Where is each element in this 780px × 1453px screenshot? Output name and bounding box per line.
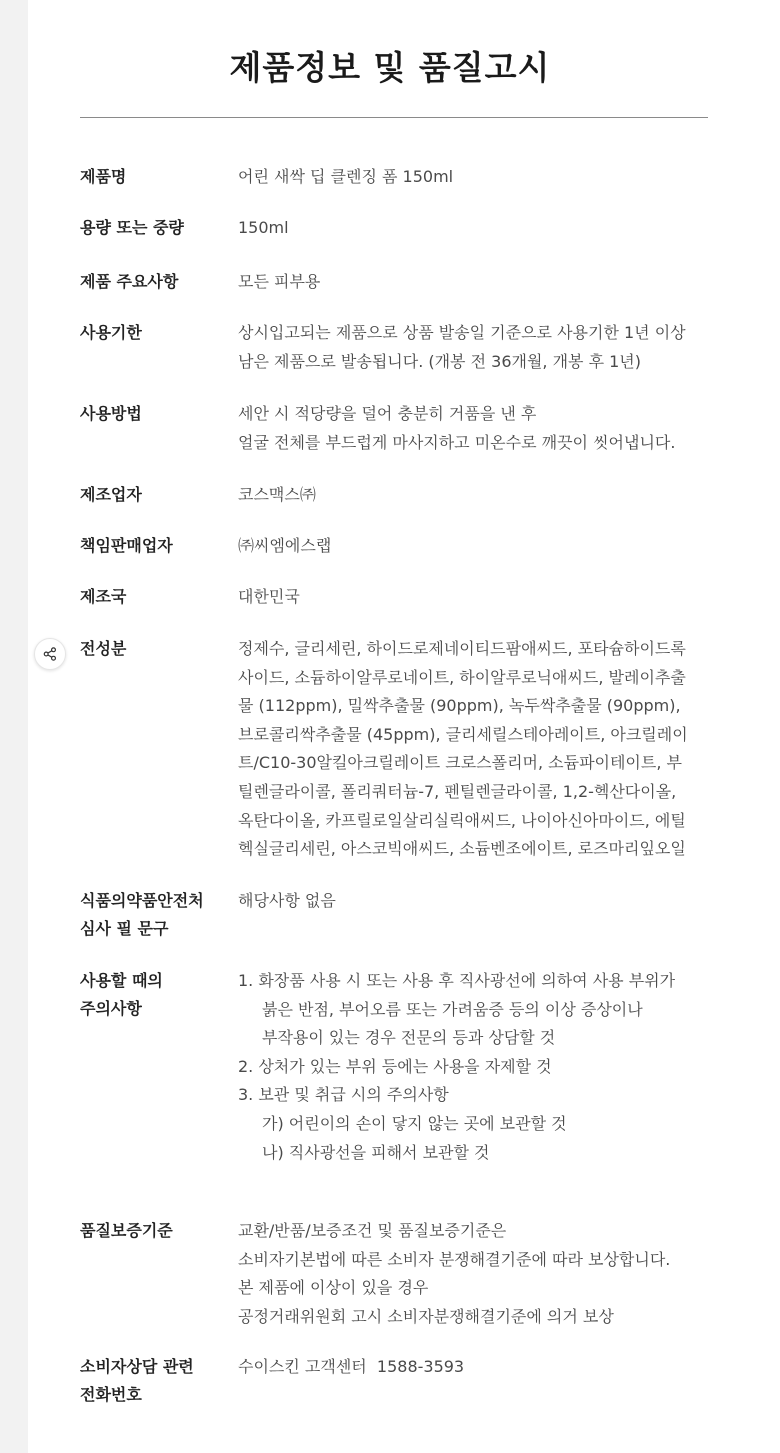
row-value: 교환/반품/보증조건 및 품질보증기준은 소비자기본법에 따른 소비자 분쟁해결기준에 따라 보상합니다. 본 제품에 이상이 있을 경우 공정거래위원회 고시 소비자분쟁해결기준에 의거 보상 — [238, 1221, 671, 1326]
row-value: 코스맥스㈜ — [238, 485, 316, 504]
row-value: 세안 시 적당량을 덜어 충분히 거품을 낸 후 얼굴 전체를 부드럽게 마사지하고 미온수로 깨끗이 씻어냅니다. — [238, 404, 676, 452]
share-button[interactable] — [34, 638, 66, 670]
row-label: 제품 주요사항 — [80, 272, 179, 291]
row-value: 모든 피부용 — [238, 272, 321, 291]
row-value: 150ml — [238, 218, 289, 237]
row-value: 상시입고되는 제품으로 상품 발송일 기준으로 사용기한 1년 이상 남은 제품으로 발송됩니다. (개봉 전 36개월, 개봉 후 1년) — [238, 323, 686, 371]
row-label: 제품명 — [80, 167, 127, 186]
row-value: 정제수, 글리세린, 하이드로제네이티드팜애씨드, 포타슘하이드록 사이드, 소듐하이알루로네이트, 하이알루로닉애씨드, 발레이추출 물 (112ppm), 밀싹추출물 (90ppm), 녹두싹추출물 (90ppm), 브로콜리싹추출물 (45ppm), 글리세릴스테아레이트, 아크릴레이 트/C10-30알킬아크릴레이트 크로스폴리머, 소듐파이테이트, 부 틸렌글라이콜, 폴리쿼터늄-7, 펜틸렌글라이콜, 1,2-헥산다이올, 옥탄다이올, 카프릴로일살리실릭애씨드, 나이아신아마이드, 에틸 헥실글리세린, 아스코빅애씨드, 소듐벤조에이트, 로즈마리잎오일 — [238, 639, 688, 859]
row-value: 수이스킨 고객센터 1588-3593 — [238, 1357, 465, 1376]
row-label: 제조업자 — [80, 485, 142, 504]
row-label: 소비자상담 관련 전화번호 — [80, 1357, 194, 1404]
page-title: 제품정보 및 품질고시 — [229, 48, 551, 87]
row-value: 대한민국 — [238, 587, 300, 606]
row-label: 품질보증기준 — [80, 1221, 173, 1240]
row-label: 전성분 — [80, 639, 127, 658]
row-label: 사용할 때의 주의사항 — [80, 971, 163, 1018]
row-value: 어린 새싹 딥 클렌징 폼 150ml — [238, 167, 454, 186]
share-icon — [43, 647, 57, 661]
row-label: 제조국 — [80, 587, 127, 606]
row-label: 용량 또는 중량 — [80, 218, 184, 237]
row-label: 책임판매업자 — [80, 536, 173, 555]
row-value: ㈜씨엠에스랩 — [238, 536, 332, 555]
row-value: 1. 화장품 사용 시 또는 사용 후 직사광선에 의하여 사용 부위가 붉은 반점, 부어오름 또는 가려움증 등의 이상 증상이나 부작용이 있는 경우 전문의 등과 상담할 것 2. 상처가 있는 부위 등에는 사용을 자제할 것 3. 보관 및 취급 시의 주의사항 가) 어린이의 손이 닿지 않는 곳에 보관할 것 나) 직사광선을 피해서 보관할 것 — [238, 971, 676, 1162]
row-label: 식품의약품안전처 심사 필 문구 — [80, 891, 204, 938]
row-label: 사용기한 — [80, 323, 142, 342]
row-value: 해당사항 없음 — [238, 891, 336, 910]
row-label: 사용방법 — [80, 404, 142, 423]
title-divider — [80, 117, 708, 118]
